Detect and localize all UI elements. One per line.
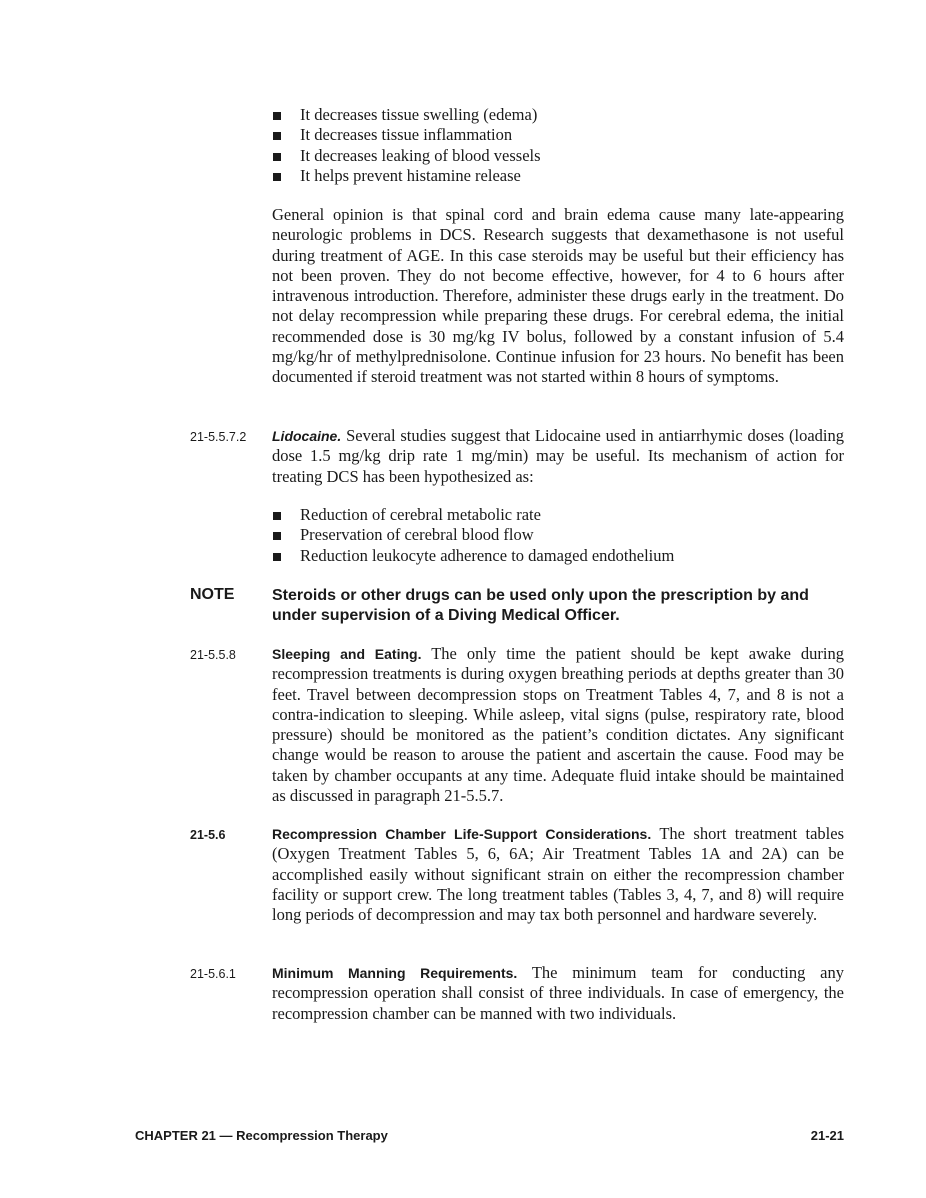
bullet-square-icon <box>273 132 281 140</box>
paragraph-number-manning: 21-5.6.1 <box>190 967 236 981</box>
list-item: It decreases leaking of blood vessels <box>272 146 844 166</box>
lidocaine-text: Several studies suggest that Lidocaine used in antiarrhymic doses (loading dose 1.5 mg/kg drip rate 1 mg/min) may be useful. Its mechanism of action for treating DCS has been hypothesized as: <box>272 426 844 486</box>
paragraph-number-lidocaine: 21-5.5.7.2 <box>190 430 247 444</box>
list-item: It decreases tissue inflammation <box>272 125 844 145</box>
list-item: It decreases tissue swelling (edema) <box>272 105 844 125</box>
life-support-text: The short treatment tables (Oxygen Treatment Tables 5, 6, 6A; Air Treatment Tables 1A and 2A) can be accomplished easily without significant strain on either the recompression chamber facility or support crew. The long treatment tables (Tables 3, 4, 7, and 8) will require long periods of decompression and may tax both personnel and hardware severely. <box>272 824 844 925</box>
note-text: Steroids or other drugs can be used only upon the prescription by and under supervision of a Diving Medical Officer. <box>272 587 809 624</box>
bullet-square-icon <box>273 153 281 161</box>
list-item: Reduction of cerebral metabolic rate <box>272 505 844 525</box>
lidocaine-paragraph <box>272 426 844 487</box>
lidocaine-mechanism-list <box>272 505 844 566</box>
life-support-heading: Recompression Chamber Life-Support Considerations. <box>272 826 652 842</box>
footer-page-number: 21-21 <box>810 1128 844 1143</box>
bullet-square-icon <box>273 173 281 181</box>
note-label: NOTE <box>190 586 235 603</box>
list-item: Preservation of cerebral blood flow <box>272 525 844 545</box>
steroid-effects-list <box>272 105 844 186</box>
bullet-square-icon <box>273 532 281 540</box>
lidocaine-heading: Lidocaine. <box>272 428 342 444</box>
list-item: It helps prevent histamine release <box>272 166 844 186</box>
sleeping-paragraph <box>272 644 844 806</box>
manning-paragraph <box>272 963 844 1024</box>
paragraph-number-sleeping: 21-5.5.8 <box>190 648 236 662</box>
footer-chapter-title: CHAPTER 21 — Recompression Therapy <box>135 1128 388 1143</box>
sleeping-text: The only time the patient should be kept awake during recompression treatments is during oxygen breathing periods at depths greater than 30 feet. Travel between decompression stops on Treatment Tables 4, 7, and 8 is not a contra-indication to sleeping. While asleep, vital signs (pulse, respiratory rate, blood pressure) should be monitored as the patient’s condition dictates. Any significant change would be reason to arouse the patient and ascertain the cause. Food may be taken by chamber occupants at any time. Adequate fluid intake should be maintained as discussed in paragraph 21-5.5.7. <box>272 644 845 806</box>
sleeping-heading: Sleeping and Eating. <box>272 646 422 662</box>
manning-text: The minimum team for conducting any recompression operation shall consist of three individuals. In case of emergency, the recompression chamber can be manned with two individuals. <box>272 963 844 1023</box>
bullet-square-icon <box>273 553 281 561</box>
steroid-paragraph: General opinion is that spinal cord and brain edema cause many late-appearing neurologic problems in DCS. Research suggests that dexamethasone is not useful during treatment of AGE. In this case steroids may be useful but their efficiency has not been proven. They do not become effective, however, for 4 to 6 hours after intravenous introduction. Therefore, administer these drugs early in the treatment. Do not delay recompression while preparing these drugs. For cerebral edema, the initial recommended dose is 30 mg/kg IV bolus, followed by a constant infusion of 5.4 mg/kg/hr of methylprednisolone. Continue infusion for 23 hours. No benefit has been documented if steroid treatment was not started within 8 hours of symptoms. <box>272 205 844 387</box>
manning-heading: Minimum Manning Requirements. <box>272 965 518 981</box>
life-support-paragraph <box>272 824 844 925</box>
paragraph-number-life-support: 21-5.6 <box>190 828 226 842</box>
bullet-square-icon <box>273 112 281 120</box>
bullet-square-icon <box>273 512 281 520</box>
list-item: Reduction leukocyte adherence to damaged endothelium <box>272 546 844 566</box>
